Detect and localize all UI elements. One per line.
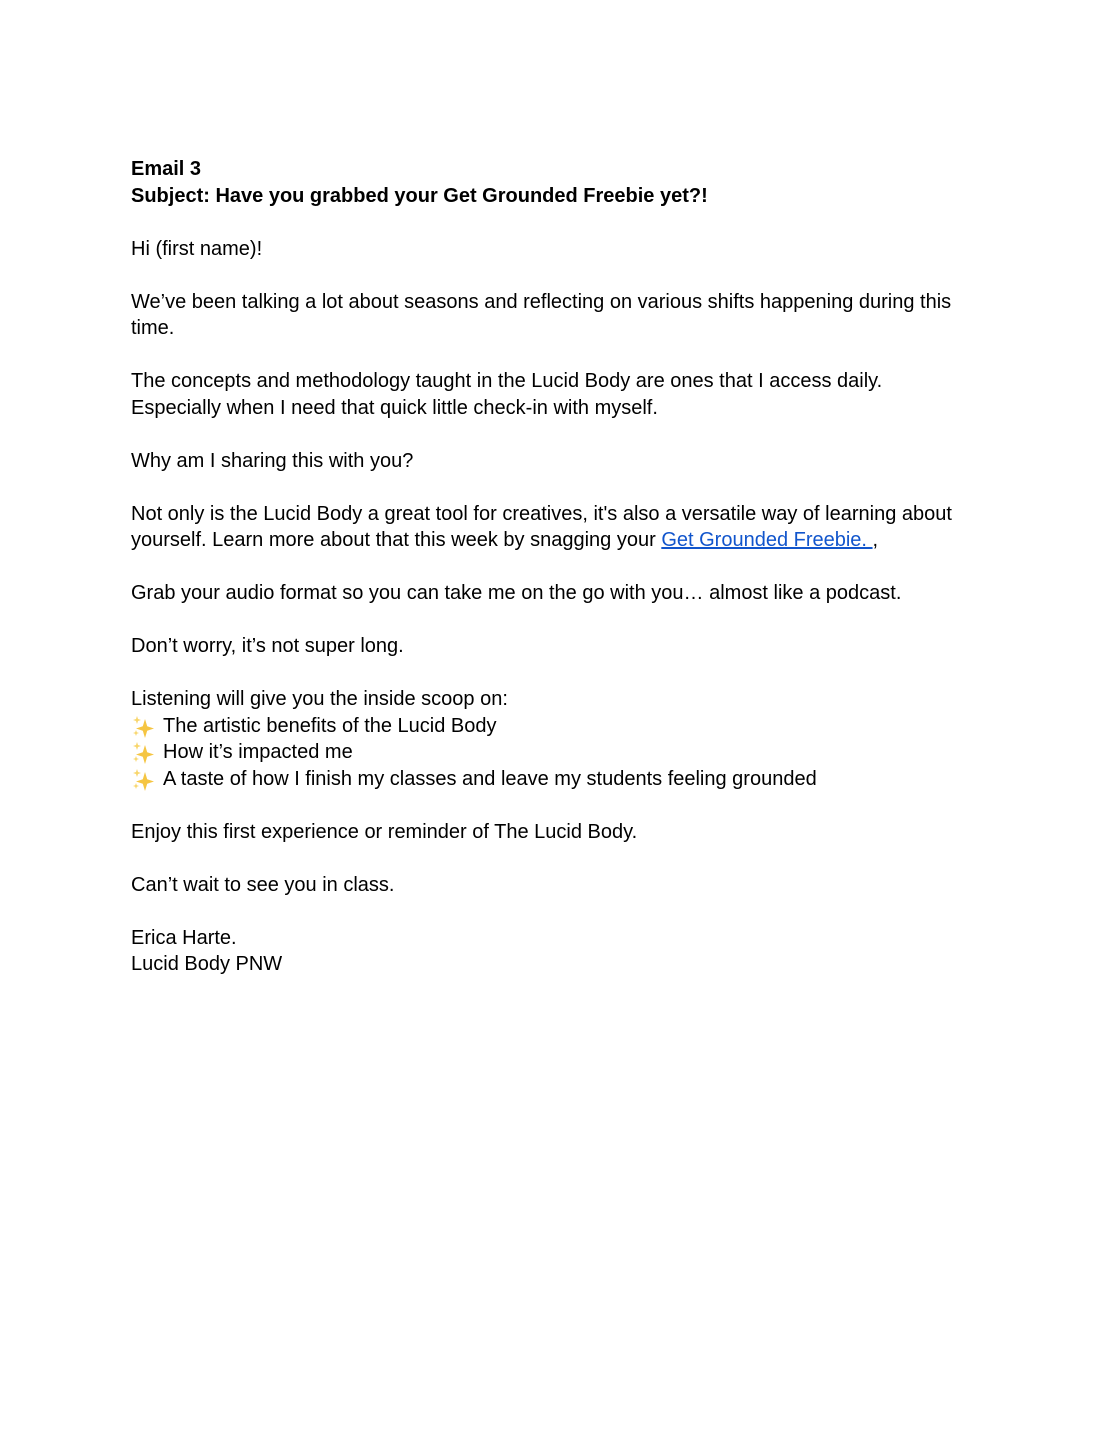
list-intro: Listening will give you the inside scoop on: (131, 688, 508, 710)
paragraph-line: Why am I sharing this with you? (131, 449, 414, 472)
get-grounded-freebie-link[interactable]: Get Grounded Freebie. (661, 529, 873, 551)
paragraph-enjoy (131, 819, 991, 846)
list-item (131, 713, 991, 740)
paragraph-line: Can’t wait to see you in class. (131, 873, 395, 896)
paragraph-dont-worry (131, 633, 991, 660)
sparkles-icon (131, 768, 163, 788)
paragraph-tool (131, 501, 991, 554)
paragraph-line: The concepts and methodology taught in the Lucid Body are ones that I access daily. (131, 370, 883, 392)
paragraph-audio (131, 580, 991, 607)
paragraph-line: time. (131, 317, 175, 339)
benefits-list (131, 686, 991, 792)
list-item (131, 739, 991, 766)
signature-org: Lucid Body PNW (131, 953, 283, 975)
list-item-text: How it’s impacted me (163, 741, 353, 763)
paragraph-cant-wait (131, 872, 991, 899)
email-header (131, 156, 991, 209)
signature-name: Erica Harte. (131, 926, 237, 949)
list-item-text: The artistic benefits of the Lucid Body (163, 714, 497, 737)
paragraph-seasons (131, 289, 991, 342)
signature (131, 925, 991, 978)
list-item-text: A taste of how I finish my classes and leave my students feeling grounded (163, 767, 817, 790)
paragraph-line: Enjoy this first experience or reminder of The Lucid Body. (131, 820, 638, 843)
paragraph-why (131, 448, 991, 475)
paragraph-concepts (131, 368, 991, 421)
paragraph-line: We’ve been talking a lot about seasons and reflecting on various shifts happening during this (131, 290, 952, 313)
paragraph-line: Grab your audio format so you can take me on the go with you… almost like a podcast. (131, 582, 902, 604)
greeting (131, 236, 991, 263)
greeting-text: Hi (first name)! (131, 237, 263, 260)
email-label: Email 3 (131, 158, 202, 180)
paragraph-text: yourself. Learn more about that this week by snagging your (131, 529, 662, 551)
sparkles-icon (131, 715, 163, 735)
paragraph-line-with-link (131, 527, 991, 554)
sparkles-icon (131, 741, 163, 761)
paragraph-line: Don’t worry, it’s not super long. (131, 635, 404, 657)
paragraph-line: Not only is the Lucid Body a great tool for creatives, it's also a versatile way of learning about (131, 502, 952, 525)
paragraph-line: Especially when I need that quick little check-in with myself. (131, 396, 658, 419)
email-subject: Subject: Have you grabbed your Get Grounded Freebie yet?! (131, 184, 708, 207)
paragraph-text: , (872, 529, 879, 551)
list-item (131, 766, 991, 793)
email-document (131, 156, 991, 1004)
